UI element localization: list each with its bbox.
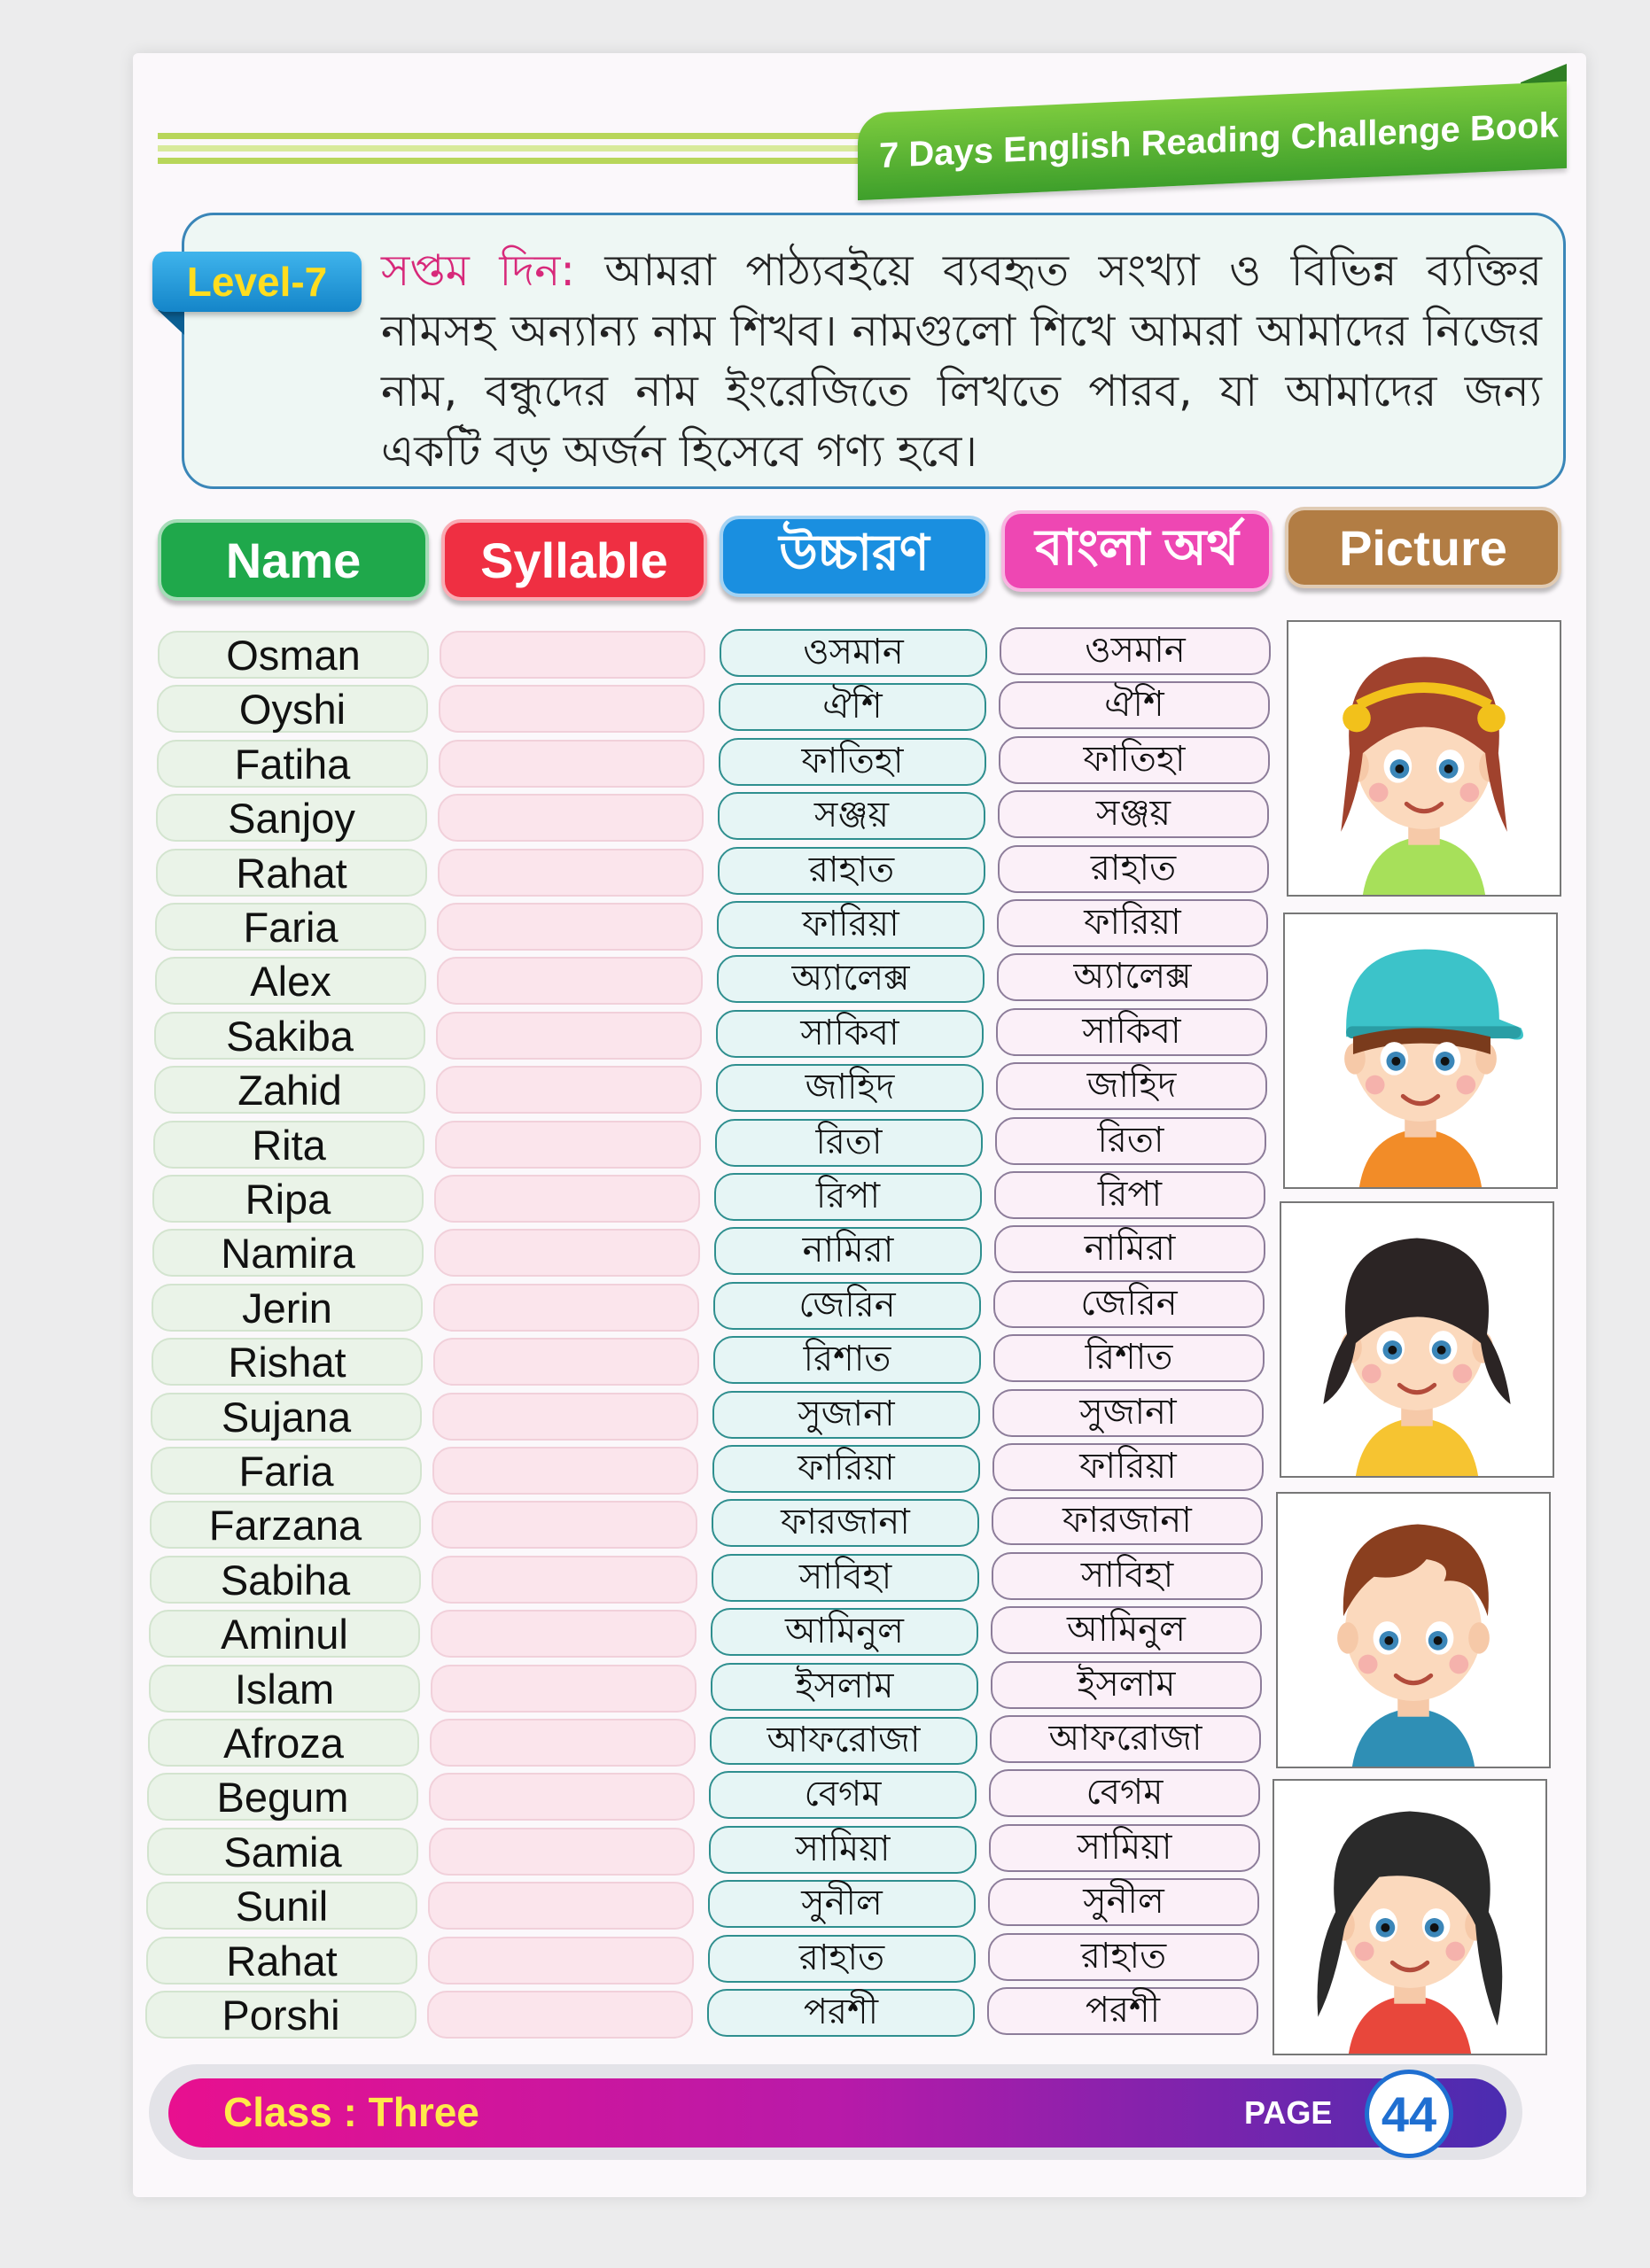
pronunciation-cell: আফরোজা [710, 1717, 977, 1765]
pronunciation-cell: রিতা [715, 1119, 983, 1167]
pronunciation-cell: রাহাত [718, 847, 985, 895]
picture-frame [1276, 1492, 1551, 1768]
name-cell: Ripa [152, 1175, 424, 1223]
bangla-meaning-cell: বেগম [989, 1769, 1260, 1817]
bangla-meaning-cell: সাবিহা [992, 1552, 1263, 1600]
syllable-cell [432, 1501, 697, 1549]
bangla-meaning-cell: ফারিয়া [992, 1443, 1264, 1491]
syllable-cell [429, 1773, 695, 1821]
bangla-meaning-cell: রিপা [994, 1171, 1265, 1219]
column-header-name: Name [158, 519, 429, 601]
name-cell: Osman [158, 631, 429, 679]
pronunciation-cell: সুজানা [712, 1391, 980, 1439]
pronunciation-cell: ফাতিহা [719, 738, 986, 786]
bangla-meaning-cell: সঞ্জয় [998, 790, 1269, 838]
bangla-meaning-cell: নামিরা [994, 1225, 1265, 1273]
name-cell: Rahat [156, 849, 427, 897]
name-cell: Sanjoy [156, 794, 427, 842]
name-cell: Rahat [146, 1937, 417, 1984]
syllable-cell [432, 1393, 698, 1441]
pronunciation-cell: সামিয়া [709, 1826, 977, 1874]
syllable-cell [438, 849, 704, 897]
syllable-cell [434, 1175, 700, 1223]
syllable-cell [438, 794, 704, 842]
pronunciation-cell: ফারিয়া [717, 901, 985, 949]
syllable-cell [436, 1012, 702, 1060]
name-cell: Rishat [152, 1338, 423, 1386]
name-cell: Farzana [150, 1501, 421, 1549]
bangla-meaning-cell: ফারিয়া [997, 899, 1268, 947]
syllable-cell [427, 1991, 693, 2039]
bangla-meaning-cell: অ্যালেক্স [997, 953, 1268, 1001]
syllable-cell [435, 1121, 701, 1169]
syllable-cell [432, 1556, 697, 1604]
bangla-meaning-cell: ঐশি [999, 681, 1270, 729]
bangla-meaning-cell: আমিনুল [991, 1606, 1262, 1654]
syllable-cell [433, 1338, 699, 1386]
name-cell: Fatiha [157, 740, 428, 788]
syllable-cell [439, 685, 704, 733]
syllable-cell [428, 1937, 694, 1984]
bangla-meaning-cell: সামিয়া [989, 1824, 1260, 1872]
syllable-cell [431, 1610, 697, 1658]
pronunciation-cell: ফারিয়া [712, 1445, 980, 1493]
bangla-meaning-cell: ওসমান [1000, 627, 1271, 675]
name-cell: Begum [147, 1773, 418, 1821]
name-cell: Jerin [152, 1284, 423, 1332]
syllable-cell [429, 1828, 695, 1876]
name-cell: Rita [153, 1121, 424, 1169]
column-header-bangla-meaning: বাংলা অর্থ [1001, 510, 1273, 592]
column-header-pronunciation: উচ্চারণ [720, 516, 989, 597]
syllable-cell [437, 903, 703, 951]
bangla-meaning-cell: পরশী [987, 1987, 1258, 2035]
picture-frame [1273, 1779, 1547, 2055]
boy-smiling-icon [1278, 1494, 1549, 1767]
pronunciation-cell: সাকিবা [716, 1010, 984, 1058]
syllable-cell [439, 740, 704, 788]
bangla-meaning-cell: জেরিন [993, 1280, 1265, 1328]
pronunciation-cell: সঞ্জয় [718, 792, 985, 840]
bangla-meaning-cell: আফরোজা [990, 1715, 1261, 1763]
syllable-cell [437, 957, 703, 1005]
name-cell: Faria [151, 1447, 422, 1495]
pronunciation-cell: সাবিহা [712, 1554, 979, 1602]
bangla-meaning-cell: রাহাত [988, 1933, 1259, 1981]
pronunciation-cell: ফারজানা [712, 1499, 979, 1547]
pronunciation-cell: রাহাত [708, 1935, 976, 1983]
page-number: 44 [1365, 2070, 1453, 2158]
pronunciation-cell: ইসলাম [711, 1663, 978, 1711]
bangla-meaning-cell: ফাতিহা [999, 736, 1270, 784]
name-cell: Faria [155, 903, 426, 951]
bangla-meaning-cell: রিতা [995, 1117, 1266, 1165]
girl-curly-hair-icon [1274, 1781, 1545, 2054]
pronunciation-cell: ওসমান [720, 629, 987, 677]
syllable-cell [434, 1229, 700, 1277]
picture-frame [1287, 620, 1561, 897]
pronunciation-cell: ঐশি [719, 683, 986, 731]
pronunciation-cell: সুনীল [708, 1880, 976, 1928]
column-header-syllable: Syllable [441, 519, 707, 601]
syllable-cell [436, 1066, 702, 1114]
page-label: PAGE [1244, 2094, 1333, 2131]
bangla-meaning-cell: ফারজানা [992, 1497, 1263, 1545]
pronunciation-cell: আমিনুল [711, 1608, 978, 1656]
name-cell: Alex [155, 957, 426, 1005]
class-label: Class : Three [223, 2089, 479, 2135]
name-cell: Oyshi [157, 685, 428, 733]
name-cell: Sakiba [154, 1012, 425, 1060]
bangla-meaning-cell: সাকিবা [996, 1008, 1267, 1056]
syllable-cell [432, 1447, 698, 1495]
bangla-meaning-cell: সুজানা [992, 1389, 1264, 1437]
name-cell: Samia [147, 1828, 418, 1876]
name-cell: Zahid [154, 1066, 425, 1114]
girl-pigtails-icon [1281, 1203, 1553, 1476]
name-cell: Porshi [145, 1991, 416, 2039]
bangla-meaning-cell: ইসলাম [991, 1661, 1262, 1709]
syllable-cell [440, 631, 705, 679]
name-cell: Islam [149, 1665, 420, 1713]
pronunciation-cell: অ্যালেক্স [717, 955, 985, 1003]
pronunciation-cell: রিপা [714, 1173, 982, 1221]
intro-body: আমরা পাঠ্যবইয়ে ব্যবহৃত সংখ্যা ও বিভিন্ন ব্যক্তির নামসহ অন্যান্য নাম শিখব। নামগুলো শিখে আমরা আমাদের নিজের নাম, বন্ধুদের নাম ইংরেজিতে লিখতে পারব, যা আমাদের জন্য একটি বড় অর্জন হিসেবে গণ্য হবে। [381, 245, 1542, 477]
name-cell: Sujana [151, 1393, 422, 1441]
pronunciation-cell: জেরিন [713, 1282, 981, 1330]
girl-headband-icon [1288, 622, 1560, 895]
name-cell: Aminul [149, 1610, 420, 1658]
name-cell: Afroza [148, 1719, 419, 1767]
syllable-cell [431, 1665, 697, 1713]
pronunciation-cell: পরশী [707, 1989, 975, 2037]
name-cell: Namira [152, 1229, 424, 1277]
intro-title: সপ্তম দিন: [381, 245, 575, 296]
level-badge: Level-7 [152, 252, 362, 312]
name-cell: Sunil [146, 1882, 417, 1930]
pronunciation-cell: নামিরা [714, 1227, 982, 1275]
syllable-cell [430, 1719, 696, 1767]
bangla-meaning-cell: জাহিদ [996, 1062, 1267, 1110]
boy-cap-icon [1285, 914, 1556, 1187]
intro-text [381, 241, 1542, 482]
picture-frame [1283, 913, 1558, 1189]
bangla-meaning-cell: রিশাত [993, 1334, 1265, 1382]
pronunciation-cell: রিশাত [713, 1336, 981, 1384]
picture-frame [1280, 1201, 1554, 1478]
pronunciation-cell: বেগম [709, 1771, 977, 1819]
name-cell: Sabiha [150, 1556, 421, 1604]
bangla-meaning-cell: সুনীল [988, 1878, 1259, 1926]
column-header-picture: Picture [1285, 507, 1561, 588]
syllable-cell [433, 1284, 699, 1332]
pronunciation-cell: জাহিদ [716, 1064, 984, 1112]
bangla-meaning-cell: রাহাত [998, 845, 1269, 893]
book-title: 7 Days English Reading Challenge Book [879, 105, 1559, 175]
syllable-cell [428, 1882, 694, 1930]
